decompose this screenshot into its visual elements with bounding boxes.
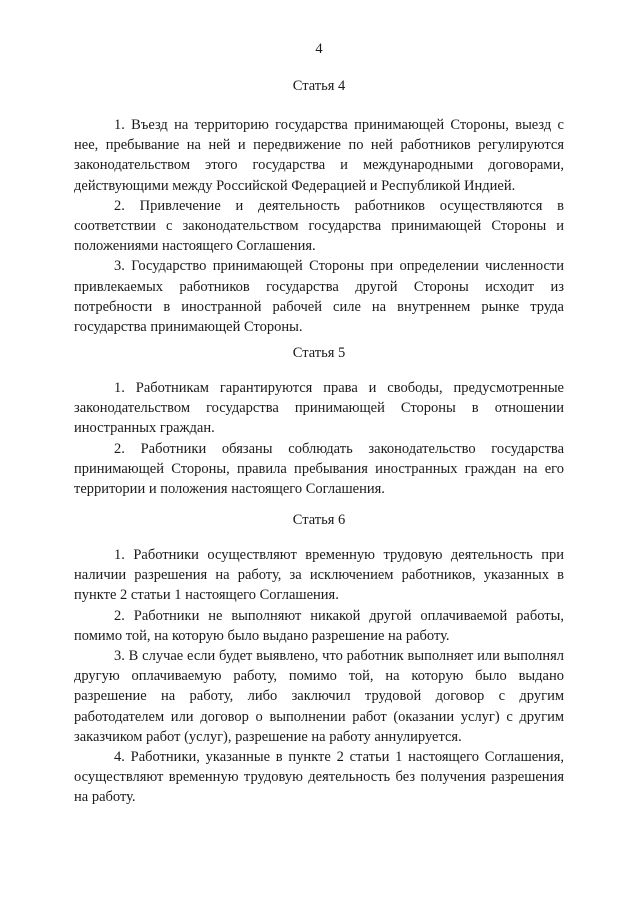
page-number: 4 xyxy=(315,41,323,57)
article-4-paragraph-3: 3. Государство принимающей Стороны при определении численности привлекаемых работников государства другой Стороны исходит из потребности в иностранной рабочей силе на внутреннем рынке труда государства принимающей Стороны. xyxy=(74,258,564,336)
article-6-body xyxy=(74,545,564,808)
article-6-paragraph-4: 4. Работники, указанные в пункте 2 статьи 1 настоящего Соглашения, осуществляют временную трудовую деятельность без получения разрешения на работу. xyxy=(74,749,564,806)
article-4-body xyxy=(74,115,564,337)
article-5-body xyxy=(74,378,564,499)
article-4-title: Статья 4 xyxy=(292,78,346,94)
article-5-title: Статья 5 xyxy=(292,345,346,361)
article-4-paragraph-2: 2. Привлечение и деятельность работников осуществляются в соответствии с законодательством государства принимающей Стороны и положениями настоящего Соглашения. xyxy=(74,197,564,255)
article-4-paragraph-1: 1. Въезд на территорию государства принимающей Стороны, выезд с нее, пребывание на ней и передвижение по ней работников регулируются законодательством этого государства и международными договорами, действующими между Российской Федерацией и Республикой Индией. xyxy=(74,117,564,194)
article-6-paragraph-3: 3. В случае если будет выявлено, что работник выполняет или выполнял другую оплачиваемую работу, помимо той, на которую было выдано разрешение на работу, либо заключил трудовой договор с другим работодателем или договор о выполнении работ (оказании услуг) с другим заказчиком работ (услуг), разрешение на работу аннулируется. xyxy=(74,648,564,745)
article-6-paragraph-2: 2. Работники не выполняют никакой другой оплачиваемой работы, помимо той, на которую было выдано разрешение на работу. xyxy=(74,607,564,644)
article-6-title: Статья 6 xyxy=(292,512,346,528)
article-5-paragraph-1: 1. Работникам гарантируются права и свободы, предусмотренные законодательством государства принимающей Стороны в отношении иностранных граждан. xyxy=(74,380,564,437)
article-6-paragraph-1: 1. Работники осуществляют временную трудовую деятельность при наличии разрешения на работу, за исключением работников, указанных в пункте 2 статьи 1 настоящего Соглашения. xyxy=(74,547,564,604)
article-5-paragraph-2: 2. Работники обязаны соблюдать законодательство государства принимающей Стороны, правила пребывания иностранных граждан на его территории и положения настоящего Соглашения. xyxy=(74,440,564,498)
